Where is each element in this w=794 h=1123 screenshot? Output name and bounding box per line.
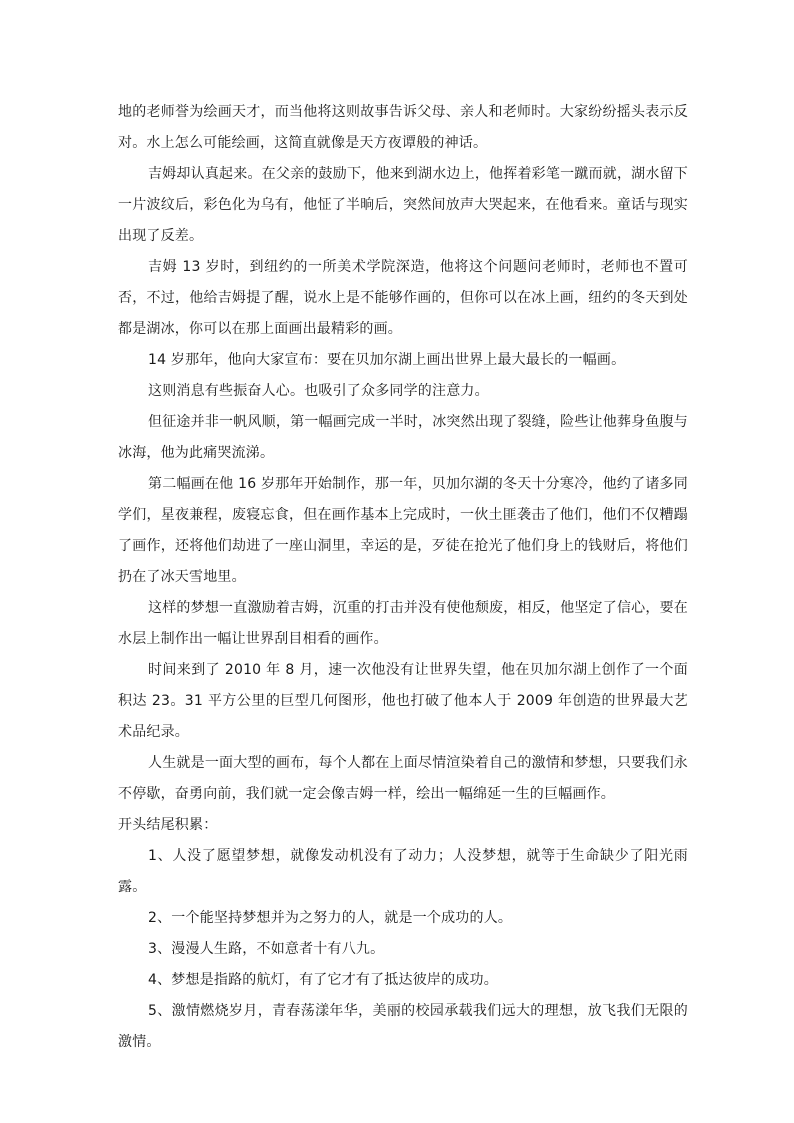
paragraph-10: 人生就是一面大型的画布，每个人都在上面尽情渲染着自己的激情和梦想，只要我们永不停歇，奋勇向前，我们就一定会像吉姆一样，绘出一幅绵延一生的巨幅画作。 bbox=[118, 755, 688, 802]
paragraph-8: 这样的梦想一直激励着吉姆，沉重的打击并没有使他颓废，相反，他坚定了信心，要在水层上制作出一幅让世界刮目相看的画作。 bbox=[118, 600, 688, 647]
document-page bbox=[118, 97, 688, 1058]
paragraph-3: 吉姆 13 岁时，到纽约的一所美术学院深造，他将这个问题问老师时，老师也不置可否，不过，他给吉姆提了醒，说水上是不能够作画的，但你可以在冰上画，纽约的冬天到处都是湖冰，你可以在那上面画出最精彩的画。 bbox=[118, 259, 688, 337]
paragraph-5: 这则消息有些振奋人心。也吸引了众多同学的注意力。 bbox=[148, 383, 489, 399]
paragraph-7: 第二幅画在他 16 岁那年开始制作，那一年，贝加尔湖的冬天十分寒冷，他约了诸多同学们，星夜兼程，废寝忘食，但在画作基本上完成时，一伙土匪袭击了他们，他们不仅糟蹋了画作，还将他们劫进了一座山洞里，幸运的是，歹徒在抢光了他们身上的钱财后，将他们扔在了冰天雪地里。 bbox=[118, 476, 688, 585]
paragraph-2: 吉姆却认真起来。在父亲的鼓励下，他来到湖水边上，他挥着彩笔一蹴而就，湖水留下一片波纹后，彩色化为乌有，他怔了半晌后，突然间放声大哭起来，在他看来。童话与现实出现了反差。 bbox=[118, 166, 688, 244]
list-item: 5、激情燃烧岁月，青春荡漾年华，美丽的校园承载我们远大的理想，放飞我们无限的激情。 bbox=[118, 1003, 688, 1050]
paragraph-4: 14 岁那年，他向大家宣布：要在贝加尔湖上画出世界上最大最长的一幅画。 bbox=[148, 352, 626, 368]
list-item: 2、一个能坚持梦想并为之努力的人，就是一个成功的人。 bbox=[148, 910, 513, 926]
list-item: 4、梦想是指路的航灯，有了它才有了抵达彼岸的成功。 bbox=[148, 972, 498, 988]
paragraph-1: 地的老师誉为绘画天才，而当他将这则故事告诉父母、亲人和老师时。大家纷纷摇头表示反对。水上怎么可能绘画，这简直就像是天方夜谭般的神话。 bbox=[118, 104, 688, 151]
section-heading: 开头结尾积累： bbox=[118, 817, 218, 833]
paragraph-9: 时间来到了 2010 年 8 月，速一次他没有让世界失望，他在贝加尔湖上创作了一个面积达 23。31 平方公里的巨型几何图形，他也打破了他本人于 2009 年创造的世界最大艺术品纪录。 bbox=[118, 662, 688, 740]
list-item: 1、人没了愿望梦想，就像发动机没有了动力；人没梦想，就等于生命缺少了阳光雨露。 bbox=[118, 848, 688, 895]
paragraph-6: 但征途并非一帆风顺，第一幅画完成一半时，冰突然出现了裂缝，险些让他葬身鱼腹与冰海，他为此痛哭流涕。 bbox=[118, 414, 688, 461]
list-item: 3、漫漫人生路，不如意者十有八九。 bbox=[148, 941, 385, 957]
